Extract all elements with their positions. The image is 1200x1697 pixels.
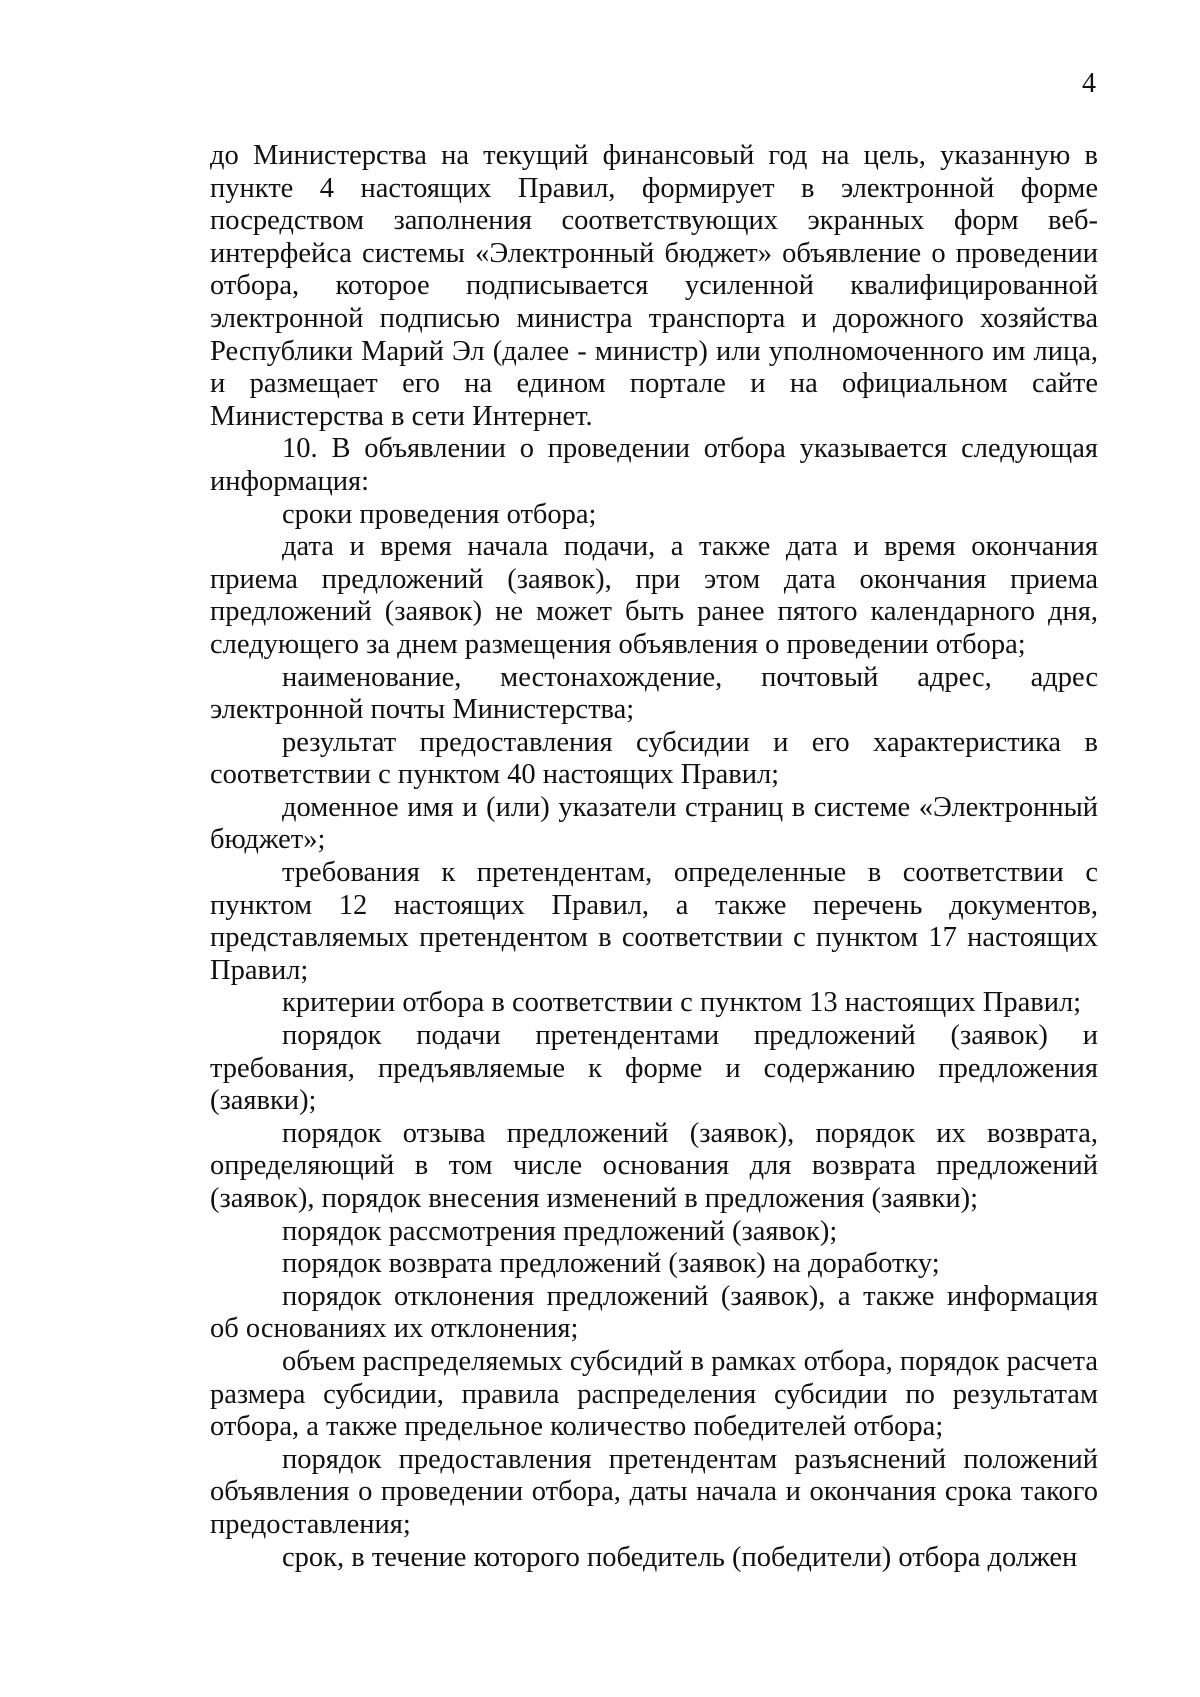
page-number: 4 [1082,68,1096,99]
list-item: порядок подачи претендентами предложений (заявок) и требования, предъявляемые к форме и содержанию предложения (заявки); [210,1020,1098,1117]
list-item: порядок рассмотрения предложений (заявок); [282,1215,838,1247]
list-item: требования к претендентам, определенные в соответствии с пунктом 12 настоящих Правил, а также перечень документов, представляемых претендентом в соответствии с пунктом 17 настоящих Правил; [210,857,1098,986]
list-item: сроки проведения отбора; [282,498,597,530]
paragraph-continuation: до Министерства на текущий финансовый год на цель, указанную в пункте 4 настоящих Правил, формирует в электронной форме посредством заполнения соответствующих экранных форм веб-интерфейса системы «Электронный бюджет» объявление о проведении отбора, которое подписывается усиленной квалифицированной электронной подписью министра транспорта и дорожного хозяйства Республики Марий Эл (далее - министр) или уполномоченного им лица, и размещает его на едином портале и на официальном сайте Министерства в сети Интернет. [210,140,1098,432]
paragraph-item-10: 10. В объявлении о проведении отбора указывается следующая информация: [210,433,1098,497]
list-item: дата и время начала подачи, а также дата и время окончания приема предложений (заявок), при этом дата окончания приема предложений (заявок) не может быть ранее пятого календарного дня, следующего за днем размещения объявления о проведении отбора; [210,531,1098,660]
list-item: порядок возврата предложений (заявок) на доработку; [282,1248,940,1280]
list-item: результат предоставления субсидии и его характеристика в соответствии с пунктом 40 настоящих Правил; [210,726,1098,791]
list-item: доменное имя и (или) указатели страниц в системе «Электронный бюджет»; [210,791,1098,856]
list-item: наименование, местонахождение, почтовый адрес, адрес электронной почты Министерства; [210,661,1098,726]
list-item: критерии отбора в соответствии с пунктом 13 настоящих Правил; [282,987,1082,1019]
list-item: порядок отзыва предложений (заявок), порядок их возврата, определяющий в том числе основания для возврата предложений (заявок), порядок внесения изменений в предложения (заявки); [210,1117,1098,1214]
list-item: порядок предоставления претендентам разъяснений положений объявления о проведении отбора, даты начала и окончания срока такого предоставления; [210,1443,1098,1540]
document-body [210,140,1098,1574]
list-item: порядок отклонения предложений (заявок), а также информация об основаниях их отклонения; [210,1280,1098,1345]
list-item: срок, в течение которого победитель (победители) отбора должен [282,1541,1078,1573]
list-item: объем распределяемых субсидий в рамках отбора, порядок расчета размера субсидии, правила распределения субсидии по результатам отбора, а также предельное количество победителей отбора; [210,1345,1098,1443]
